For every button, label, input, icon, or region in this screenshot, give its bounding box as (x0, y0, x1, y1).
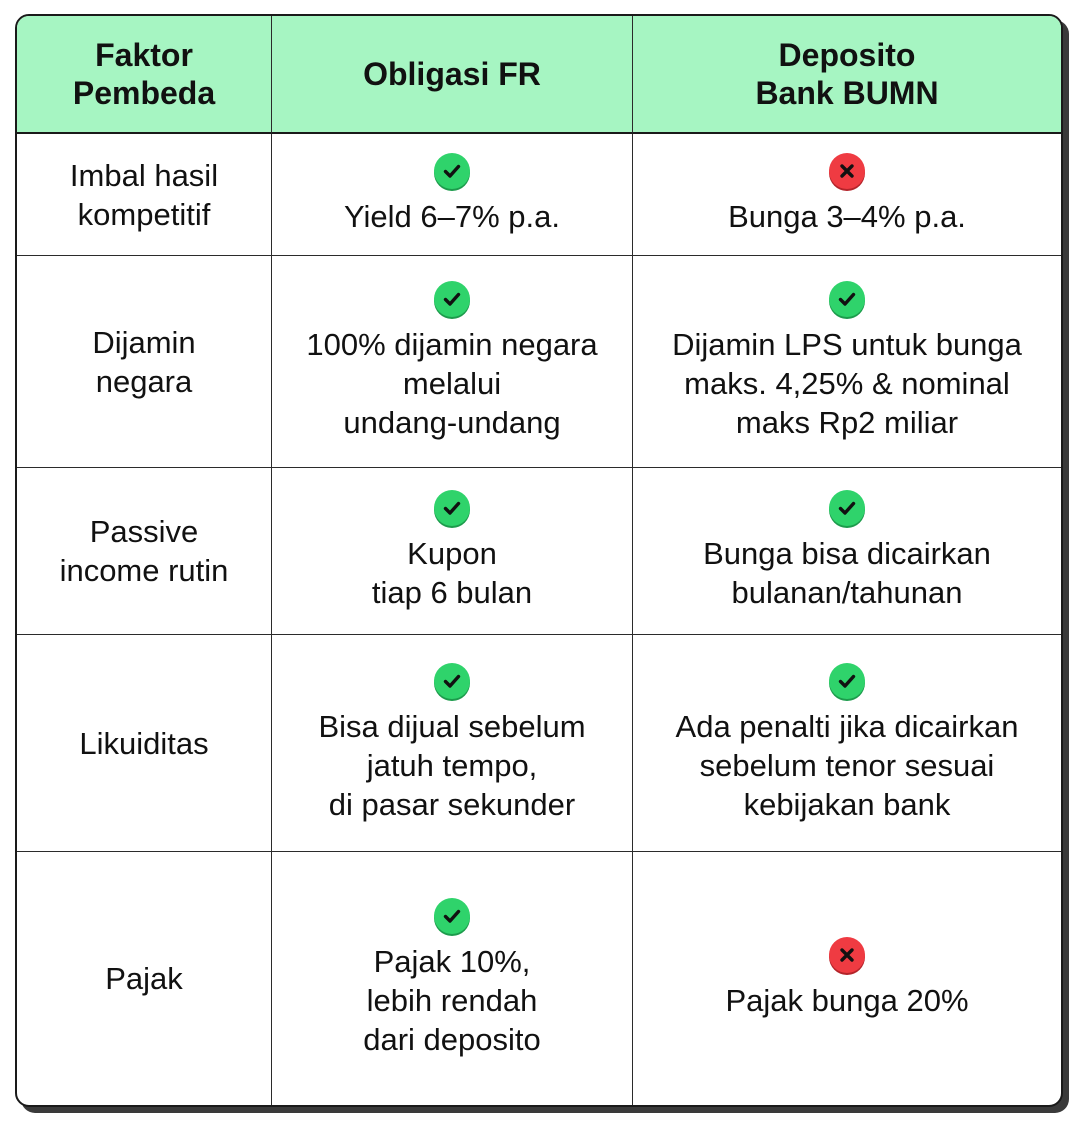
fr-cell (272, 852, 633, 1105)
factor-cell: Passive income rutin (17, 468, 272, 635)
deposito-cell (633, 852, 1061, 1105)
fr-text: Bisa dijual sebelum jatuh tempo, di pasar sekunder (318, 708, 586, 822)
check-icon (434, 153, 470, 189)
fr-text: 100% dijamin negara melalui undang-undang (306, 327, 598, 440)
header-factor: Faktor Pembeda (17, 16, 272, 134)
deposito-text: Bunga bisa dicairkan bulanan/tahunan (703, 536, 991, 610)
deposito-text: Ada penalti jika dicairkan sebelum tenor sesuai kebijakan bank (675, 708, 1019, 822)
deposito-cell (633, 635, 1061, 852)
factor-cell: Imbal hasil kompetitif (17, 134, 272, 256)
fr-cell (272, 134, 633, 256)
header-deposito: Deposito Bank BUMN (633, 16, 1061, 134)
check-icon (829, 663, 865, 699)
deposito-text: Dijamin LPS untuk bunga maks. 4,25% & nominal maks Rp2 miliar (672, 327, 1022, 440)
fr-cell (272, 635, 633, 852)
cross-icon (829, 153, 865, 189)
fr-text: Kupon tiap 6 bulan (371, 536, 533, 610)
check-icon (434, 490, 470, 526)
deposito-cell (633, 134, 1061, 256)
header-obligasi-fr: Obligasi FR (272, 16, 633, 134)
cross-icon (829, 937, 865, 973)
comparison-table-card (15, 14, 1063, 1107)
deposito-text: Bunga 3–4% p.a. (728, 199, 966, 234)
comparison-table (17, 16, 1061, 1105)
deposito-cell (633, 468, 1061, 635)
deposito-cell (633, 256, 1061, 468)
deposito-text: Pajak bunga 20% (725, 983, 969, 1018)
fr-cell (272, 468, 633, 635)
factor-cell: Likuiditas (17, 635, 272, 852)
check-icon (434, 281, 470, 317)
check-icon (434, 898, 470, 934)
factor-cell: Pajak (17, 852, 272, 1105)
factor-cell: Dijamin negara (17, 256, 272, 468)
fr-text: Pajak 10%, lebih rendah dari deposito (363, 944, 541, 1057)
fr-text: Yield 6–7% p.a. (343, 199, 560, 234)
fr-cell (272, 256, 633, 468)
check-icon (829, 490, 865, 526)
check-icon (829, 281, 865, 317)
check-icon (434, 663, 470, 699)
